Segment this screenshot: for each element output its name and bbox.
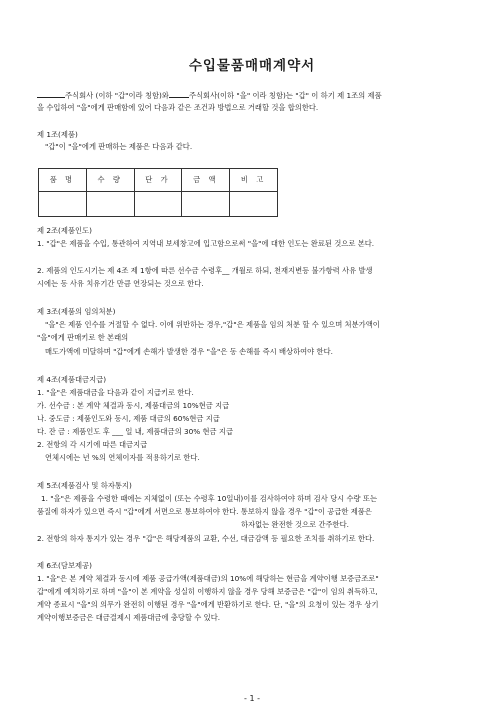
article-6-line-2: 갑"에게 예치하기로 하며 "을"이 본 계약을 성실히 이행하지 않을 경우 당해 보증금은 "갑"이 임의 취득하고,: [37, 587, 378, 596]
article-5-line-2: 품질에 하자가 있으면 즉시 "갑"에게 서면으로 통보하여야 한다. 통보하지 않을 경우 "갑"이 공급한 제품은: [37, 507, 372, 516]
article-4-line-6: 연체시에는 년 %의 연체이자를 적용하기로 한다.: [45, 453, 200, 462]
article-2-line-3: 시에는 동 사유 치유기간 만큼 연장되는 것으로 한다.: [37, 279, 204, 288]
article-5-heading: 제 5조(제품검사 및 하자통지): [37, 481, 132, 490]
article-4-line-1: 1. "을"은 제품대금을 다음과 같이 지급키로 한다.: [37, 388, 194, 397]
article-6-line-4: 계약이행보증금은 대금결제시 제품대금에 충당할 수 있다.: [37, 613, 221, 622]
intro-line-1-a: 주식회사 (이하 "갑"이라 칭함)와: [65, 91, 169, 100]
cell-amount: [182, 192, 230, 217]
product-table: [38, 168, 278, 217]
article-1-heading: 제 1조(제품): [37, 130, 78, 139]
header-unit-price: 단 가: [134, 169, 182, 192]
article-3-line-1: "을"은 제품 인수를 거절할 수 없다. 이에 위반하는 경우,"갑"은 제품을 임의 처분 할 수 있으며 처분가액이: [45, 320, 380, 329]
article-3-line-2: "을"에게 판매키로 한 본래의: [37, 333, 129, 342]
article-4-line-3: 나. 중도금 : 제품인도와 동시, 제품 대금의 60%현금 지급: [37, 414, 220, 423]
page-number: - 1 -: [244, 694, 260, 703]
article-6-line-3: 계약 종료시 "을"의 의무가 완전히 이행된 경우 "을"에게 반환하기로 한다. 단, "을"의 요청이 있는 경우 상기: [37, 600, 379, 609]
header-quantity: 수 량: [86, 169, 134, 192]
header-product-name: 품 명: [39, 169, 87, 192]
intro-line-1: [37, 90, 382, 101]
article-2-line-1: 1. "갑"은 제품을 수입, 통관하여 지역내 보세창고에 입고함으로써 "을"에 대한 인도는 완료된 것으로 본다.: [37, 239, 375, 248]
header-amount: 금 액: [182, 169, 230, 192]
company-a-blank: [37, 90, 65, 98]
article-3-heading: 제 3조(제품의 임의처분): [37, 307, 116, 316]
article-6-line-1: 1. "을"은 본 계약 체결과 동시에 제품 공급가액(제품대금)의 10%에 해당하는 현금을 계약이행 보증금조로": [37, 574, 379, 583]
article-4-heading: 제 4조(제품대금지급): [37, 375, 107, 384]
article-5-line-3: 하자없는 완전한 것으로 간주한다.: [241, 520, 349, 529]
article-5-line-4: 2. 전항의 하자 통지가 있는 경우 "갑"은 해당제품의 교환, 수선, 대금감액 등 필요한 조치를 취하기로 한다.: [37, 534, 375, 543]
header-remarks: 비 고: [230, 169, 278, 192]
cell-quantity: [86, 192, 134, 217]
article-2-line-2: 2. 제품의 인도시기는 제 4조 제 1항에 따른 선수금 수령후__ 개월로 하되, 천재지변등 불가항력 사유 발생: [37, 266, 373, 275]
intro-line-1-b: 주식회사(이하 "을" 이라 칭함)는 "갑" 이 하기 제 1조의 제품: [188, 91, 382, 100]
document-title: 수입물품매매계약서: [188, 58, 316, 74]
company-b-blank: [169, 90, 189, 98]
product-table-header-row: [39, 169, 278, 192]
article-4-line-2: 가. 선수금 : 본 계약 체결과 동시, 제품대금의 10%현금 지급: [37, 401, 230, 410]
article-1-line-1: "갑"이 "을"에게 판매하는 제품은 다음과 같다.: [45, 142, 193, 151]
intro-line-2: 을 수입하여 "을"에게 판매함에 있어 다음과 같은 조건과 방법으로 거래할 것을 합의한다.: [37, 103, 319, 112]
cell-product-name: [39, 192, 87, 217]
article-2-heading: 제 2조(제품인도): [37, 226, 92, 235]
table-row: [39, 192, 278, 217]
article-4-line-5: 2. 전항의 각 시기에 따른 대금지급: [37, 440, 148, 449]
cell-remarks: [230, 192, 278, 217]
article-5-line-1: 1. "을"은 제품을 수령한 때에는 지체없이 (또는 수령후 10일내)이를 검사하여야 하며 검사 당시 수량 또는: [41, 494, 378, 503]
article-3-line-3: 매도가액에 미달하며 "갑"에게 손해가 발생한 경우 "을"은 동 손해를 즉시 배상하여야 한다.: [45, 347, 333, 356]
article-4-line-4: 다. 잔 금 : 제품인도 후 ___ 일 내, 제품대금의 30% 현금 지급: [37, 427, 234, 436]
cell-unit-price: [134, 192, 182, 217]
article-6-heading: 제 6조(담보제공): [37, 561, 92, 570]
